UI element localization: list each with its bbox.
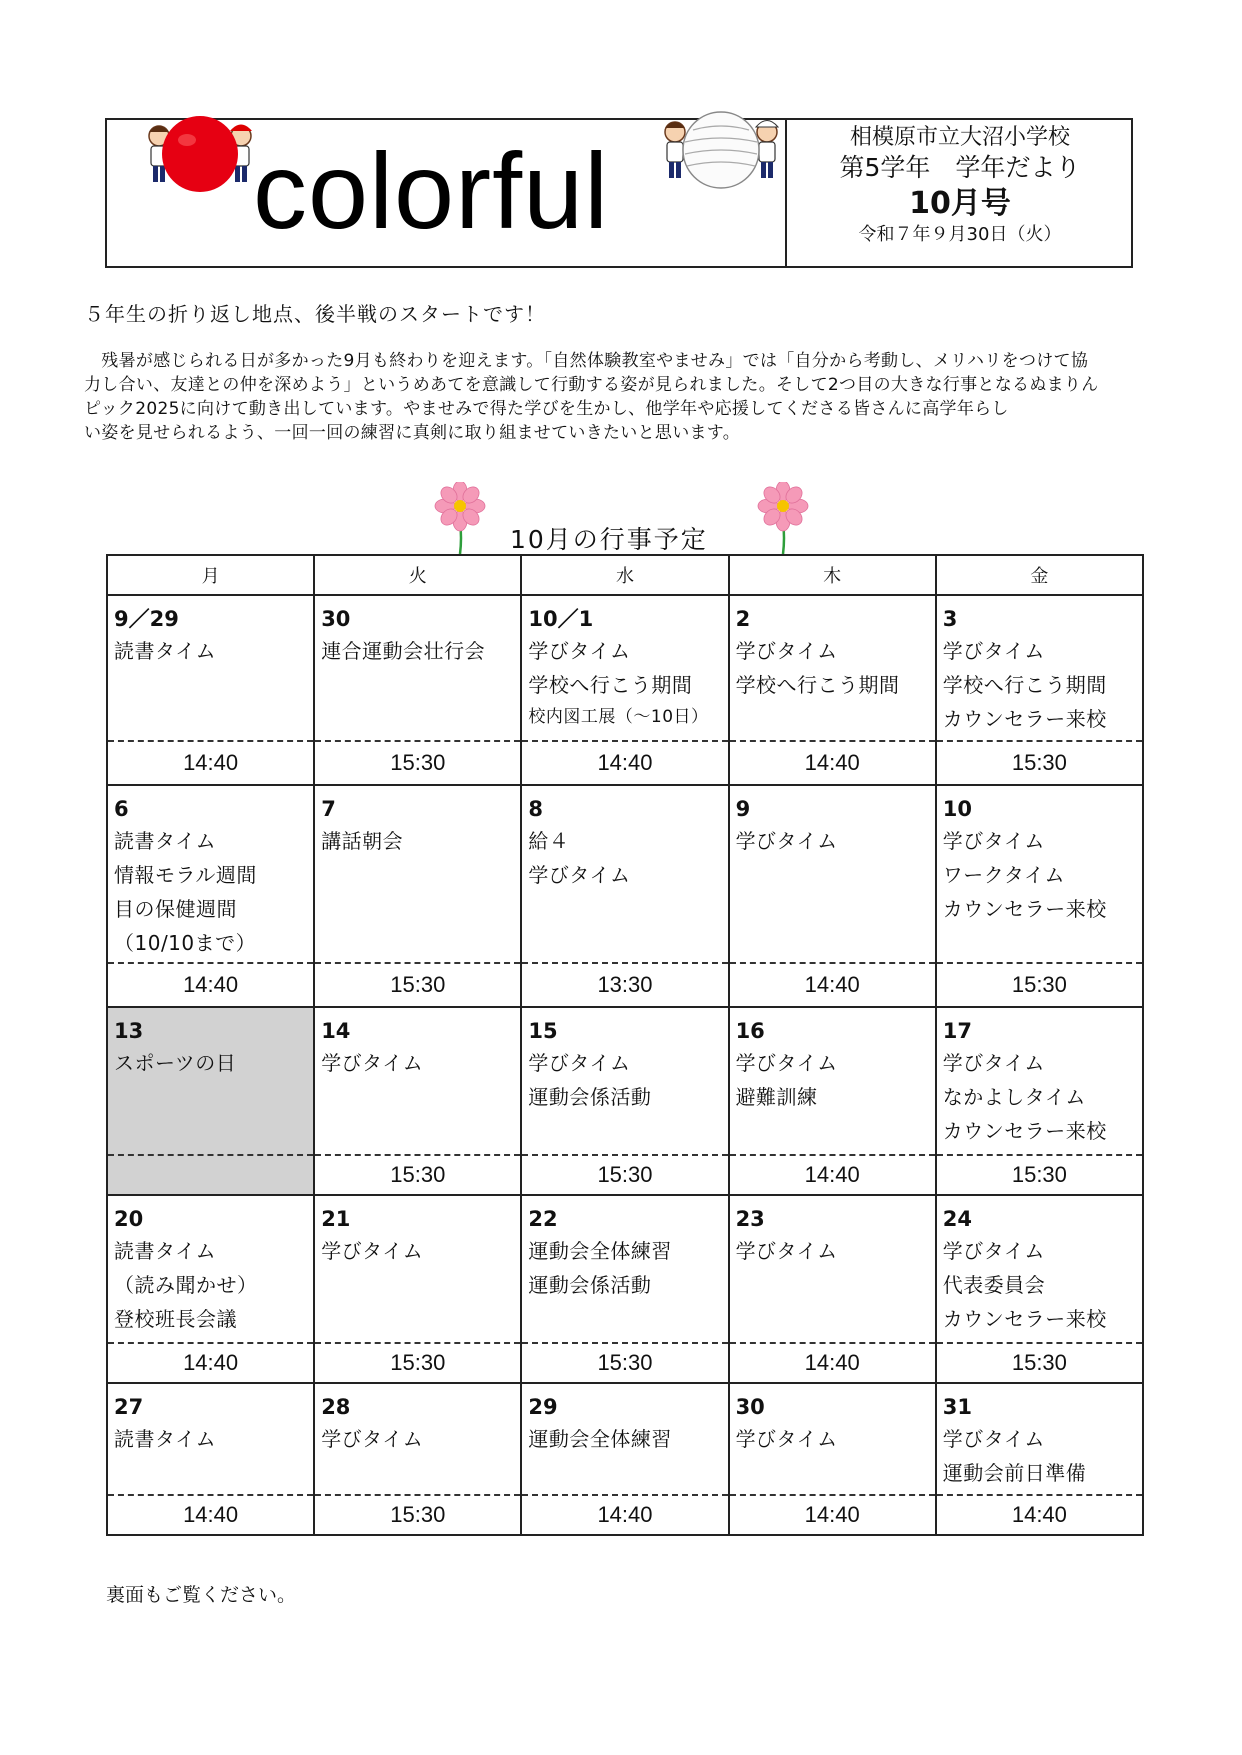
week-dismissal-row xyxy=(107,1343,1143,1383)
weekday-header: 水 xyxy=(521,555,728,595)
event-item: 避難訓練 xyxy=(735,1085,818,1109)
day-cell xyxy=(314,595,521,741)
event-item: 学びタイム xyxy=(942,1239,1045,1263)
dismissal-time: 15:30 xyxy=(936,741,1143,785)
red-ball xyxy=(162,116,238,192)
day-cell xyxy=(521,785,728,963)
event-item: 運動会係活動 xyxy=(528,1085,652,1109)
day-cell xyxy=(936,1007,1143,1155)
date-number: 20 xyxy=(114,1207,144,1231)
event-item: 学校へ行こう期間 xyxy=(735,673,900,697)
event-item: 学びタイム xyxy=(321,1051,424,1075)
cosmos-flower-icon xyxy=(432,482,488,554)
event-item: 学びタイム xyxy=(735,1427,838,1451)
weekday-header: 金 xyxy=(936,555,1143,595)
event-item: カウンセラー来校 xyxy=(942,1307,1107,1331)
date-number: 30 xyxy=(321,607,351,631)
october-schedule-table xyxy=(106,554,1144,1536)
date-number: 10 xyxy=(942,797,972,821)
date-number: 8 xyxy=(528,797,543,821)
grade-newsletter-label: 第5学年 学年だより xyxy=(839,152,1081,182)
event-item: 読書タイム xyxy=(114,1427,217,1451)
date-number: 7 xyxy=(321,797,336,821)
event-item: スポーツの日 xyxy=(114,1051,237,1075)
day-cell xyxy=(107,595,314,741)
event-item: 運動会全体練習 xyxy=(528,1239,672,1263)
week-dismissal-row xyxy=(107,963,1143,1007)
day-cell xyxy=(314,1383,521,1495)
issue-label: 10月号 xyxy=(909,185,1011,221)
intro-line: 力し合い、友達との仲を深めよう」というめあてを意識して行動する姿が見られました。そして2つ目の大きな行事となるぬまりん xyxy=(84,375,1099,395)
intro-paragraph xyxy=(84,349,1164,445)
event-item: 学びタイム xyxy=(735,639,838,663)
week-dismissal-row xyxy=(107,1495,1143,1535)
dismissal-time: 14:40 xyxy=(107,963,314,1007)
dismissal-time: 14:40 xyxy=(521,1495,728,1535)
cosmos-flower-icon xyxy=(755,482,811,554)
dismissal-time: 14:40 xyxy=(936,1495,1143,1535)
day-cell xyxy=(729,1007,936,1155)
date-number: 27 xyxy=(114,1395,144,1419)
event-item: 学校へ行こう期間 xyxy=(942,673,1107,697)
event-item: なかよしタイム xyxy=(942,1085,1086,1109)
red-ball-kids-illustration xyxy=(145,114,255,224)
event-item: 学びタイム xyxy=(735,1239,838,1263)
date-number: 22 xyxy=(528,1207,558,1231)
holiday-day-cell xyxy=(107,1007,314,1155)
day-cell xyxy=(521,1195,728,1343)
event-item: カウンセラー来校 xyxy=(942,897,1107,921)
day-cell xyxy=(521,1383,728,1495)
week-events-row xyxy=(107,785,1143,963)
date-number: 9 xyxy=(735,797,751,821)
event-item: 情報モラル週間 xyxy=(114,863,257,887)
newsletter-header xyxy=(105,118,1133,268)
day-cell xyxy=(314,785,521,963)
dismissal-time: 14:40 xyxy=(107,1343,314,1383)
event-item: 給４ xyxy=(528,829,570,853)
week-events-row xyxy=(107,1007,1143,1155)
event-item: 運動会係活動 xyxy=(528,1273,652,1297)
dismissal-time: 14:40 xyxy=(729,1343,936,1383)
white-ball-kids-illustration xyxy=(661,100,781,220)
footer-note: 裏面もご覧ください。 xyxy=(106,1584,297,1606)
day-cell xyxy=(729,595,936,741)
day-cell xyxy=(314,1007,521,1155)
day-cell xyxy=(729,785,936,963)
intro-line: ピック2025に向けて動き出しています。やませみで得た学びを生かし、他学年や応援してくださる皆さんに高学年らし xyxy=(84,399,1009,419)
weekday-header-row xyxy=(107,555,1143,595)
newsletter-title: colorful xyxy=(253,130,610,251)
day-cell xyxy=(107,1195,314,1343)
dismissal-time: 15:30 xyxy=(314,1343,521,1383)
dismissal-time: 15:30 xyxy=(314,1495,521,1535)
intro-line: 残暑が感じられる日が多かった9月も終わりを迎えます。「自然体験教室やませみ」では「自分から考動し、メリハリをつけて協 xyxy=(84,351,1089,371)
date-number: 30 xyxy=(735,1395,765,1419)
dismissal-time: 14:40 xyxy=(729,1155,936,1195)
event-item: 運動会全体練習 xyxy=(528,1427,672,1451)
event-item: 学びタイム xyxy=(735,1051,838,1075)
date-number: 21 xyxy=(321,1207,351,1231)
event-item: 運動会前日準備 xyxy=(942,1461,1087,1485)
dismissal-time: 15:30 xyxy=(314,1155,521,1195)
event-item: 学びタイム xyxy=(321,1427,424,1451)
schedule-title: 10月の行事予定 xyxy=(510,525,708,554)
event-item: カウンセラー来校 xyxy=(942,1119,1107,1143)
event-item: 学びタイム xyxy=(528,863,631,887)
day-cell xyxy=(729,1383,936,1495)
date-number: 14 xyxy=(321,1019,351,1043)
event-item: 読書タイム xyxy=(114,829,217,853)
event-item: 学びタイム xyxy=(942,1051,1045,1075)
dismissal-time: 14:40 xyxy=(729,741,936,785)
event-item: （読み聞かせ） xyxy=(114,1273,258,1297)
date-number: 16 xyxy=(735,1019,765,1043)
event-item: 学びタイム xyxy=(942,1427,1045,1451)
dismissal-time: 15:30 xyxy=(521,1343,728,1383)
headline: ５年生の折り返し地点、後半戦のスタートです！ xyxy=(84,302,546,326)
event-item: 学びタイム xyxy=(528,639,631,663)
dismissal-time: 15:30 xyxy=(314,963,521,1007)
event-item: （10/10まで） xyxy=(114,931,257,955)
week-dismissal-row xyxy=(107,741,1143,785)
school-info xyxy=(789,120,1131,266)
header-divider xyxy=(785,120,787,266)
day-cell xyxy=(521,1007,728,1155)
dismissal-time: 15:30 xyxy=(936,1155,1143,1195)
event-item: 目の保健週間 xyxy=(114,897,237,921)
event-item: 講話朝会 xyxy=(321,829,404,853)
date-number: 15 xyxy=(528,1019,558,1043)
week-events-row xyxy=(107,595,1143,741)
date-number: 29 xyxy=(528,1395,558,1419)
event-item: 学びタイム xyxy=(942,829,1045,853)
week-dismissal-row xyxy=(107,1155,1143,1195)
date-number: 17 xyxy=(942,1019,972,1043)
day-cell xyxy=(314,1195,521,1343)
date-number: 13 xyxy=(114,1019,144,1043)
date-number: 6 xyxy=(114,797,129,821)
day-cell xyxy=(107,1383,314,1495)
event-item: 読書タイム xyxy=(114,639,217,663)
day-cell xyxy=(936,785,1143,963)
date-number: 9／29 xyxy=(114,607,179,631)
day-cell xyxy=(107,785,314,963)
event-item: 学校へ行こう期間 xyxy=(528,673,693,697)
week-events-row xyxy=(107,1195,1143,1343)
weekday-header: 月 xyxy=(107,555,314,595)
event-item: 学びタイム xyxy=(321,1239,424,1263)
date-number: 28 xyxy=(321,1395,351,1419)
event-item: 読書タイム xyxy=(114,1239,217,1263)
event-item: カウンセラー来校 xyxy=(942,707,1107,731)
dismissal-time: 14:40 xyxy=(107,1495,314,1535)
date-number: 3 xyxy=(942,607,958,631)
dismissal-time: 15:30 xyxy=(314,741,521,785)
dismissal-time: 13:30 xyxy=(521,963,728,1007)
dismissal-time: 15:30 xyxy=(936,963,1143,1007)
day-cell xyxy=(936,1195,1143,1343)
dismissal-time: 15:30 xyxy=(936,1343,1143,1383)
intro-line: い姿を見せられるよう、一回一回の練習に真剣に取り組ませていきたいと思います。 xyxy=(84,423,741,443)
event-item: ワークタイム xyxy=(942,863,1065,887)
dismissal-time: 14:40 xyxy=(107,741,314,785)
event-item: 代表委員会 xyxy=(942,1273,1046,1297)
dismissal-time xyxy=(107,1155,314,1195)
event-item: 登校班長会議 xyxy=(114,1307,237,1331)
issue-date: 令和７年９月30日（火） xyxy=(858,224,1062,246)
date-number: 10／1 xyxy=(528,607,594,631)
dismissal-time: 14:40 xyxy=(729,1495,936,1535)
date-number: 24 xyxy=(942,1207,972,1231)
school-name: 相模原市立大沼小学校 xyxy=(849,125,1070,150)
event-item: 学びタイム xyxy=(528,1051,631,1075)
week-events-row xyxy=(107,1383,1143,1495)
dismissal-time: 14:40 xyxy=(521,741,728,785)
event-item: 学びタイム xyxy=(942,639,1045,663)
date-number: 23 xyxy=(735,1207,765,1231)
day-cell xyxy=(521,595,728,741)
event-item: 学びタイム xyxy=(735,829,838,853)
date-number: 2 xyxy=(735,607,751,631)
day-cell xyxy=(729,1195,936,1343)
weekday-header: 火 xyxy=(314,555,521,595)
dismissal-time: 15:30 xyxy=(521,1155,728,1195)
event-item: 校内図工展（～10日） xyxy=(528,707,709,727)
weekday-header: 木 xyxy=(729,555,936,595)
dismissal-time: 14:40 xyxy=(729,963,936,1007)
date-number: 31 xyxy=(942,1395,972,1419)
day-cell xyxy=(936,595,1143,741)
event-item: 連合運動会壮行会 xyxy=(321,639,486,663)
day-cell xyxy=(936,1383,1143,1495)
